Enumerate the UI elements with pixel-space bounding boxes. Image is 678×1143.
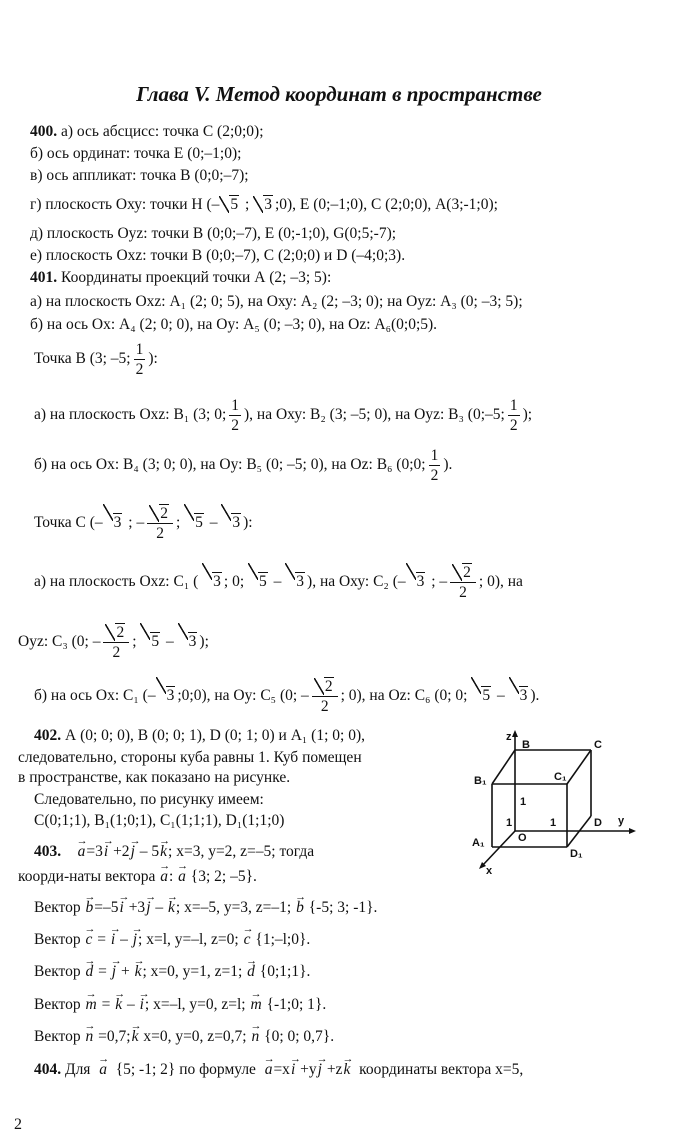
label-b: B — [522, 739, 530, 751]
label-z: z — [506, 731, 512, 743]
vector-m-line: Вектор m → = k → – i →; x=–l, y=0, z=l; m → {-1;0; 1}. — [34, 995, 326, 1015]
point-c-projection-a: а) на плоскость Охz: С₁ ( 3 ; 0; 5 – 3 ), на Оху: С₂ (– 3 ; – $\frac{2}{2}$ ; 0), на — [34, 563, 523, 601]
label-o: O — [518, 832, 527, 844]
problem-number-404: 404. — [34, 1061, 62, 1078]
p400-line-d: д) плоскость Оуz: точки В (0;0;–7), Е (0;-1;0), G(0;5;-7); — [30, 225, 397, 242]
vector-n-line: Вектор n → =0,7;k → x=0, y=0, z=0,7; n → {0; 0; 0,7}. — [34, 1027, 334, 1047]
vector-c-line: Вектор c → = i → – j →; x=l, y=–l, z=0; c → {1;–l;0}. — [34, 930, 310, 950]
label-d: D — [594, 817, 602, 829]
p402-line-5: С(0;1;1), В₁(1;0;1), С₁(1;1;1), D₁(1;1;0) — [34, 812, 285, 829]
label-y: y — [618, 815, 625, 827]
fraction-one-half: $\frac{1}{2}$ — [135, 341, 144, 378]
p400-line-b: б) ось ординат: точка Е (0;–1;0); — [30, 145, 242, 162]
label-a1: A₁ — [472, 837, 485, 849]
vector-b-line: Вектор b →=–5i → +3j → – k →; x=–5, y=3, z=–1; b → {-5; 3; -1}. — [34, 898, 377, 918]
p401-intro: 401. Координаты проекций точки А (2; –3; 5): — [30, 269, 332, 286]
x-axis — [482, 831, 515, 866]
label-d1: D₁ — [570, 848, 583, 860]
problem-number-401: 401. — [30, 269, 58, 286]
svg-text:1: 1 — [506, 817, 513, 829]
p403-line-1: 403. a →=3i → +2j → – 5k →; x=3, y=2, z=–5; тогда — [34, 842, 314, 862]
point-c-line: Точка С (– 3 ; – $\frac{2}{2}$ ; 5 – 3 ): — [34, 504, 253, 542]
sqrt-5: 5 — [219, 195, 239, 215]
p400-line-e: е) плоскость Охz: точки В (0;0;–7), С (2;0;0) и D (–4;0;3). — [30, 247, 406, 264]
p402-line-4: Следовательно, по рисунку имеем: — [34, 791, 264, 808]
cube-figure — [470, 728, 650, 878]
problem-number-400: 400. — [30, 123, 58, 140]
point-c-projection-oyz: Оуz: С₃ (0; – $\frac{2}{2}$ ; 5 – 3 ); — [18, 623, 209, 661]
page-number: 2 — [14, 1116, 22, 1133]
p402-line-1: 402. А (0; 0; 0), В (0; 0; 1), D (0; 1; 0) и А₁ (1; 0; 0), — [34, 727, 365, 744]
label-x: x — [486, 865, 493, 877]
chapter-title: Глава V. Метод координат в пространстве — [136, 82, 542, 106]
p403-line-2: коорди-наты вектора a →: a → {3; 2; –5}. — [18, 867, 257, 887]
point-b-projection-a: а) на плоскость Охz: В₁ (3; 0; $\frac{1}{2}$ ), на Оху: В₂ (3; –5; 0), на Оуz: В₃ (0;–5; $\frac{1}{2}$ ); — [34, 397, 533, 434]
label-b1: B₁ — [474, 775, 487, 787]
vector-d-line: Вектор d → = j → + k →; x=0, y=1, z=1; d → {0;1;1}. — [34, 962, 310, 982]
p402-line-2: следовательно, стороны куба равны 1. Куб помещен — [18, 749, 362, 766]
p402-line-3: в пространстве, как показано на рисунке. — [18, 769, 291, 786]
p401-line-a: а) на плоскость Охz: А₁ (2; 0; 5), на Оху: А₂ (2; –3; 0); на Оуz: А₃ (0; –3; 5); — [30, 293, 523, 310]
label-c1: C₁ — [554, 771, 567, 783]
problem-number-402: 402. — [34, 727, 62, 744]
point-c-projection-b: б) на ось Ох: С₁ (– 3 ;0;0), на Оу: С₅ (0; – $\frac{2}{2}$ ; 0), на Оz: С₆ (0; 0; 5 – 3 ). — [34, 677, 540, 715]
svg-text:1: 1 — [550, 817, 557, 829]
p401-line-b: б) на ось Ох: А₄ (2; 0; 0), на Оу: А₅ (0; –3; 0), на Оz: А₆(0;0;5). — [30, 316, 438, 333]
p404-line-1: 404. Для a → {5; -1; 2} по формуле a →=xi → +yj → +zk → координаты вектора x=5, — [34, 1060, 523, 1080]
sqrt-3: 3 — [253, 195, 273, 215]
p400-line-v: в) ось аппликат: точка В (0;0;–7); — [30, 167, 249, 184]
svg-text:1: 1 — [520, 796, 527, 808]
p400-line-g: г) плоскость Оху: точки Н (– 5 ; 3 ;0), Е (0;–1;0), С (2;0;0), А(3;-1;0); — [30, 196, 498, 213]
p400-line-a: 400. а) ось абсцисс: точка С (2;0;0); — [30, 123, 264, 140]
point-b-projection-b: б) на ось Ох: В₄ (3; 0; 0), на Оу: В₅ (0; –5; 0), на Оz: В₆ (0;0; $\frac{1}{2}$ ). — [34, 447, 453, 484]
problem-number-403: 403. — [34, 843, 62, 860]
point-b-line: Точка В (3; –5; $\frac{1}{2}$ ): — [34, 341, 158, 378]
label-c: C — [594, 739, 602, 751]
